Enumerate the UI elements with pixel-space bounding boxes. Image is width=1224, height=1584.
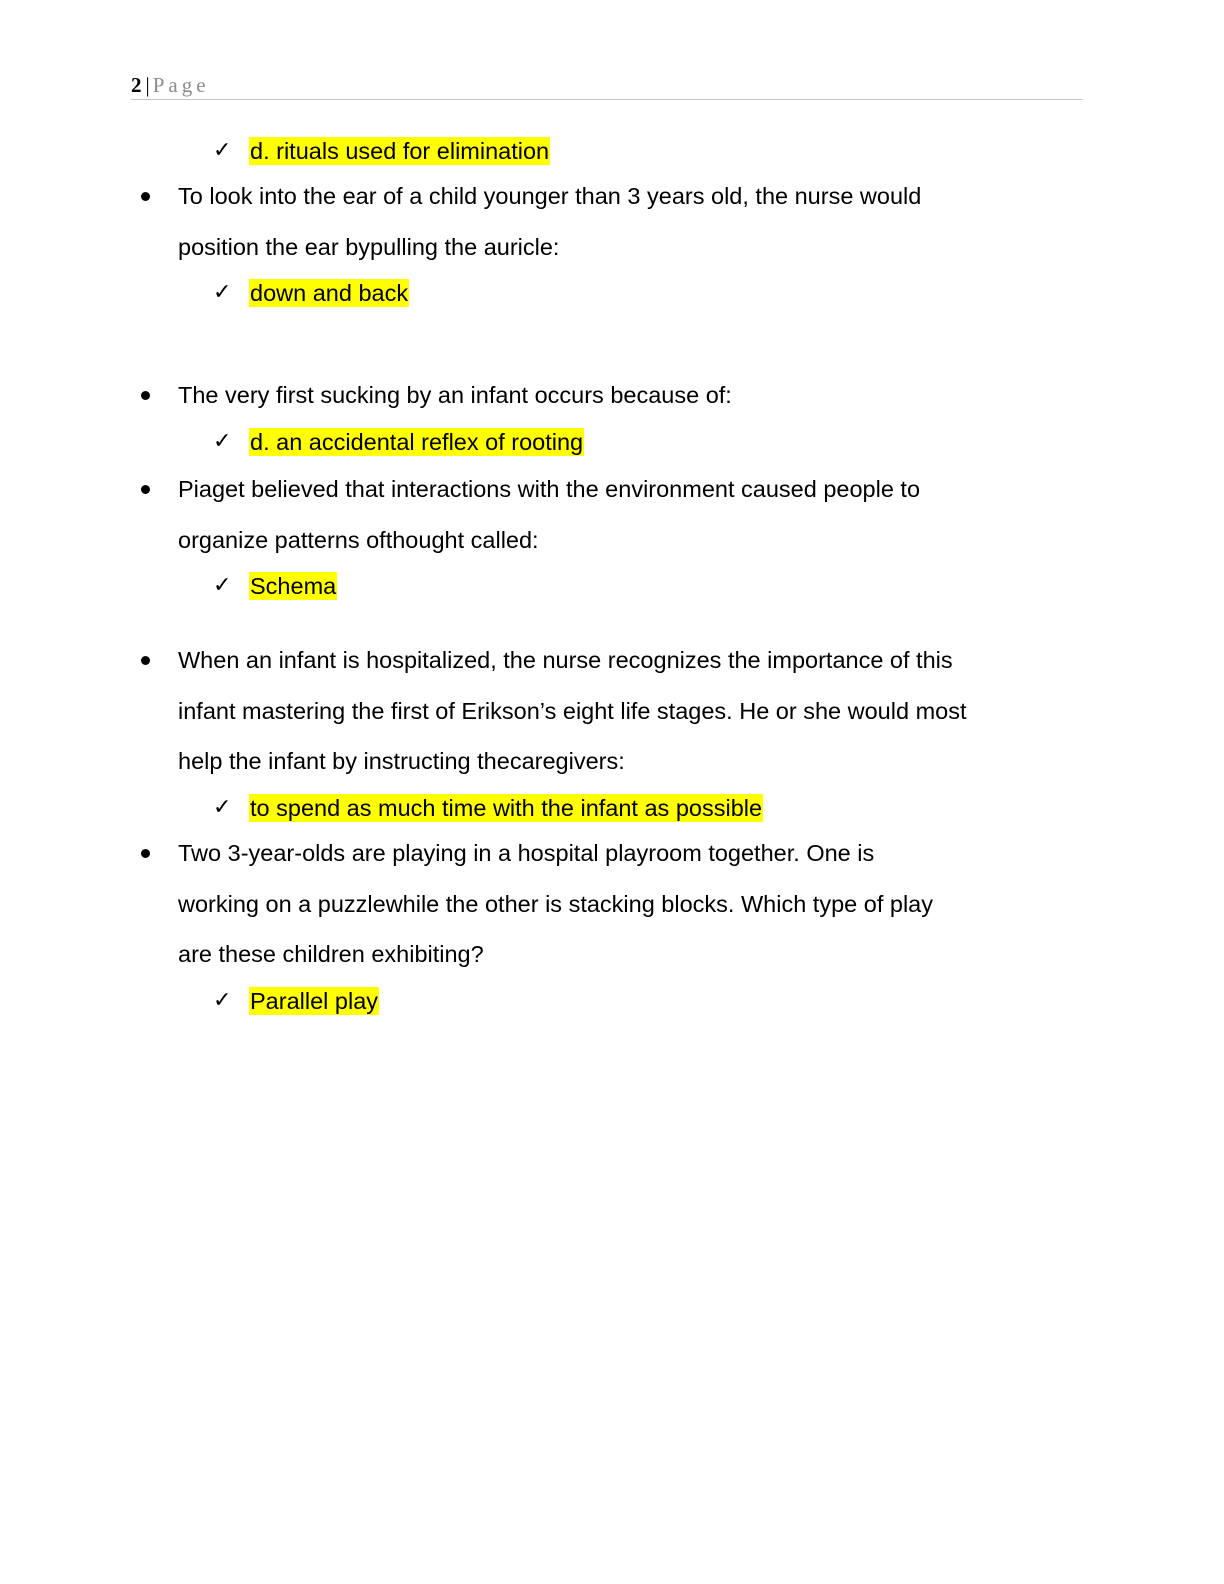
question-1-line-1: To look into the ear of a child younger than 3 years old, the nurse would (178, 183, 922, 209)
question-5-line-2: working on a puzzlewhile the other is stacking blocks. Which type of play (178, 891, 933, 917)
bullet-icon (141, 192, 150, 201)
page-number: 2 (131, 73, 142, 97)
answer-3: Schema (250, 573, 337, 599)
bullet-icon (141, 391, 150, 400)
check-mark-icon: ✓ (213, 429, 232, 454)
question-3-line-1: Piaget believed that interactions with the environment caused people to (178, 476, 921, 502)
page-separator: | (145, 73, 150, 97)
bullet-icon (141, 849, 150, 858)
question-3-line-2: organize patterns ofthought called: (178, 527, 539, 553)
question-1-line-2: position the ear bypulling the auricle: (178, 234, 560, 260)
check-mark-icon: ✓ (213, 573, 232, 598)
answer-0: d. rituals used for elimination (250, 138, 550, 164)
answer-1: down and back (250, 280, 409, 306)
question-4-line-3: help the infant by instructing thecaregivers: (178, 748, 625, 774)
check-mark-icon: ✓ (213, 795, 232, 820)
question-5-line-1: Two 3-year-olds are playing in a hospital playroom together. One is (178, 840, 875, 866)
check-mark-icon: ✓ (213, 988, 232, 1013)
page-label: Page (152, 73, 210, 97)
check-mark-icon: ✓ (213, 280, 232, 305)
bullet-icon (141, 485, 150, 494)
check-mark-icon: ✓ (213, 138, 232, 163)
answer-4: to spend as much time with the infant as possible (250, 795, 763, 821)
question-4-line-1: When an infant is hospitalized, the nurse recognizes the importance of this (178, 647, 953, 673)
bullet-icon (141, 656, 150, 665)
question-5-line-3: are these children exhibiting? (178, 941, 484, 967)
answer-5: Parallel play (250, 988, 379, 1014)
question-4-line-2: infant mastering the first of Erikson’s eight life stages. He or she would most (178, 698, 967, 724)
question-2-line-1: The very first sucking by an infant occurs because of: (178, 382, 732, 408)
answer-2: d. an accidental reflex of rooting (250, 429, 584, 455)
page-header (131, 72, 1083, 100)
